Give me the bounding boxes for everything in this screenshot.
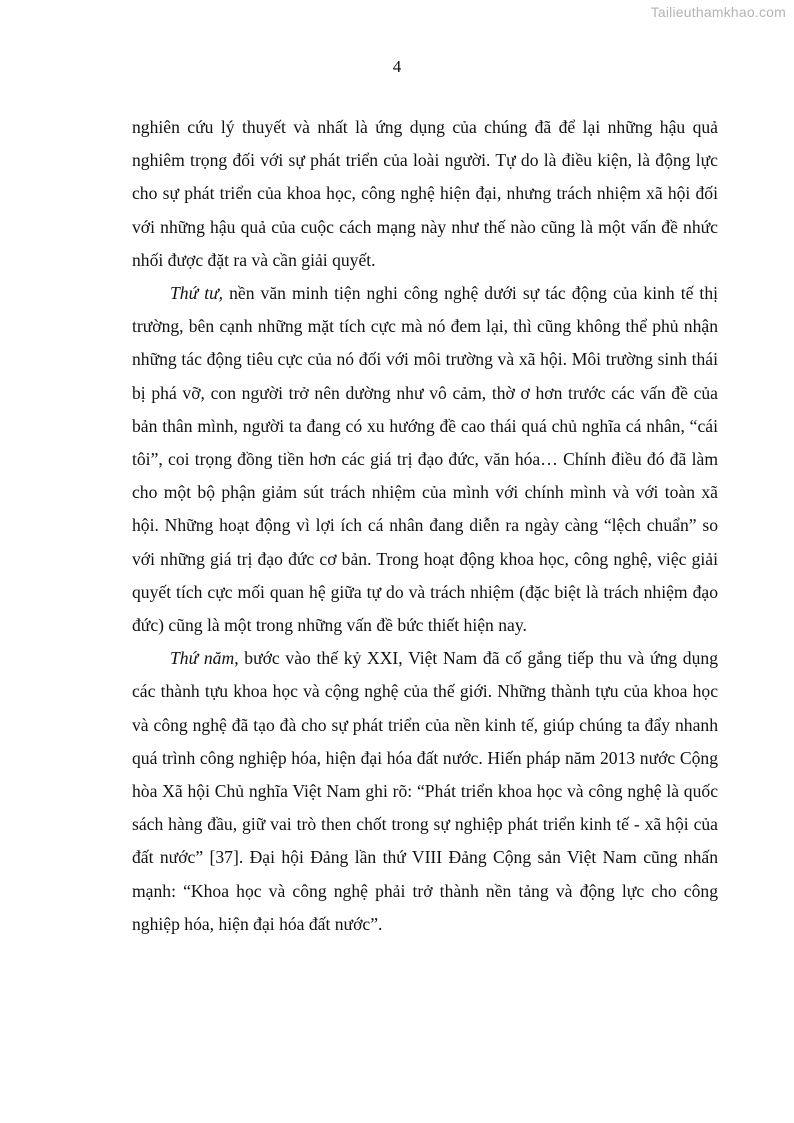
paragraph-lead: Thứ tư, [170,283,224,304]
watermark: Tailieuthamkhao.com [650,4,786,20]
paragraph-thu-nam [132,642,718,941]
paragraph-continuation [132,111,718,277]
paragraph-text: , bước vào thế kỷ XXI, Việt Nam đã cố gắng tiếp thu và ứng dụng các thành tựu khoa học và cộng nghệ của thế giới. Những thành tựu của khoa học và công nghệ đã tạo đà cho sự phát triển của nền kinh tế, giúp chúng ta đẩy nhanh quá trình công nghiệp hóa, hiện đại hóa đất nước. Hiến pháp năm 2013 nước Cộng hòa Xã hội Chủ nghĩa Việt Nam ghi rõ: “Phát triển khoa học và công nghệ là quốc sách hàng đầu, giữ vai trò then chốt trong sự nghiệp phát triển kinh tế - xã hội của đất nước” [37]. Đại hội Đảng lần thứ VIII Đảng Cộng sản Việt Nam cũng nhấn mạnh: “Khoa học và công nghệ phải trở thành nền tảng và động lực cho công nghiệp hóa, hiện đại hóa đất nước”. [132,648,718,934]
paragraph-text: nền văn minh tiện nghi công nghệ dưới sự tác động của kinh tế thị trường, bên cạnh những mặt tích cực mà nó đem lại, thì cũng không thể phủ nhận những tác động tiêu cực của nó đối với môi trường và xã hội. Môi trường sinh thái bị phá vỡ, con người trở nên dường như vô cảm, thờ ơ hơn trước các vấn đề của bản thân mình, người ta đang có xu hướng đề cao thái quá chủ nghĩa cá nhân, “cái tôi”, coi trọng đồng tiền hơn các giá trị đạo đức, văn hóa… Chính điều đó đã làm cho một bộ phận giảm sút trách nhiệm của mình với chính mình và với toàn xã hội. Những hoạt động vì lợi ích cá nhân đang diễn ra ngày càng “lệch chuẩn” so với những giá trị đạo đức cơ bản. Trong hoạt động khoa học, công nghệ, việc giải quyết tích cực mối quan hệ giữa tự do và trách nhiệm (đặc biệt là trách nhiệm đạo đức) cũng là một trong những vấn đề bức thiết hiện nay. [132,283,718,636]
document-body [132,111,718,941]
paragraph-text: nghiên cứu lý thuyết và nhất là ứng dụng của chúng đã để lại những hậu quả nghiêm trọng đối với sự phát triển của loài người. Tự do là điều kiện, là động lực cho sự phát triển của khoa học, công nghệ hiện đại, nhưng trách nhiệm xã hội đối với những hậu quả của cuộc cách mạng này như thế nào cũng là một vấn đề nhức nhối được đặt ra và cần giải quyết. [132,117,718,270]
paragraph-thu-tu [132,277,718,642]
paragraph-lead: Thứ năm [170,648,235,669]
page-number: 4 [392,57,402,76]
